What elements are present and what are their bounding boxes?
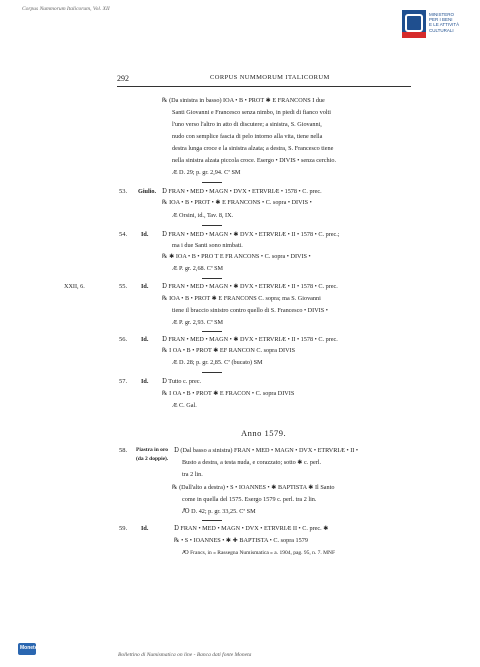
entry-line: Busto a destra, a testa nuda, e corazzato; sotto ✱ c. perl.: [182, 459, 322, 466]
entry-denom: Piastra in oro: [136, 447, 168, 453]
page-number: 292: [117, 74, 129, 83]
entry-line: Ɒ FRAN • MED • MAGN • ✱ DVX • ETRVRIÆ • II • 1578 • C. prec.: [162, 283, 338, 290]
entry-line: ℞ I OA • B • PROT ✱ E FRACON • C. sopra DIVIS: [162, 390, 295, 397]
year-heading: Anno 1579.: [241, 428, 287, 438]
entry-line: tra 2 lin.: [182, 471, 203, 478]
entry-line: ℞ ✱ IOA • B • PRO T E FR ANCONS • C. sopra • DIVIS •: [162, 253, 311, 260]
entry-denom: Id.: [141, 378, 149, 385]
entry-number: 53.: [119, 188, 128, 195]
entry-denom: Id.: [141, 336, 149, 343]
separator: [202, 331, 222, 332]
entry-line: ℞ • S • IOANNES • ✱ ✚ BAPTISTA • C. sopra 1579: [174, 537, 308, 544]
journal-header: Corpus Nummorum Italicorum, Vol. XII: [22, 6, 110, 12]
separator: [202, 520, 222, 521]
entry-line: destra lunga croce e la sinistra alzata; a destra, S. Francesco tiene: [172, 145, 334, 152]
entry-ref: Æ D. 28; p. gr. 2,85. Cª (bucato) SM: [172, 359, 263, 366]
entry-line: nudo con semplice fascia di pelo intorno alla vita, tiene nella: [172, 133, 323, 140]
entry-ref: Æ Orsini, id., Tav. 8, IX.: [172, 212, 234, 219]
entry-ref: Ꜵ D. 42; p. gr. 33,25. Cª SM: [182, 508, 256, 515]
separator: [202, 182, 222, 183]
separator: [202, 372, 222, 373]
entry-line: ℞ IOA • B • PROT ✱ E FRANCONS C. sopra; ma S. Giovanni: [162, 295, 321, 302]
entry-line: Ɒ (Dal basso a sinistra) FRAN • MED • MAGN • DVX • ETRVRIÆ • II •: [174, 447, 359, 454]
entry-line: ℞ I OA • B • PROT ✱ EF RANCON C. sopra DIVIS: [162, 347, 296, 354]
entry-line: l'uno verso l'altro in atto di discutere; a sinistra, S. Giovanni,: [172, 121, 322, 128]
entry-ref: Æ C. Gal.: [172, 402, 197, 409]
entry-ref: Æ P. gr. 2,68. Cª SM: [172, 265, 224, 272]
entry-line: ma i due Santi sono nimbati.: [172, 242, 243, 249]
entry-ref: Æ P. gr. 2,93. Cª SM: [172, 319, 224, 326]
entry-line: Ɒ FRAN • MED • MAGN • DVX • ETRVRIÆ • 1578 • C. prec.: [162, 188, 322, 195]
entry-line: tiene il braccio sinistro contro quello di S. Francesco • DIVIS •: [172, 307, 328, 314]
plate-ref: XXII, 6.: [64, 283, 85, 290]
running-title: CORPUS NUMMORUM ITALICORUM: [210, 74, 330, 81]
ministry-text: MINISTERO PER I BENI E LE ATTIVITÀ CULTURALI: [429, 12, 460, 33]
entry-denom: Id.: [141, 283, 149, 290]
entry-line: Ɒ FRAN • MED • MAGN • DVX • ETRVRIÆ II • C. prec. ✱: [174, 525, 329, 532]
ministry-logo: [402, 10, 426, 38]
entry-number: 55.: [119, 283, 128, 290]
entry-number: 54.: [119, 231, 128, 238]
monete-logo: Monete: [18, 643, 36, 655]
entry-line: Ɒ Tutto c. prec.: [162, 378, 202, 385]
entry-line: nella sinistra alzata piccola croce. Esergo • DIVIS • senza cerchio.: [172, 157, 336, 164]
header-rule: [117, 86, 411, 87]
separator: [202, 278, 222, 279]
entry-ref: Ꜵ Francs, in « Rassegna Numismatica » a. 1904, pag. 95, n. 7. MNF: [182, 550, 336, 556]
entry-denom: Id.: [141, 525, 149, 532]
entry-ref: Æ D. 29; p. gr. 2,94. Cª SM: [172, 169, 241, 176]
entry-denom: Giulio.: [138, 188, 157, 195]
entry-line: ℞ (Da sinistra in basso) IOA • B • PROT ✱ E FRANCONS I due: [162, 97, 325, 104]
entry-line: Ɒ FRAN • MED • MAGN • ✱ DVX • ETRVRIÆ • II • 1578 • C. prec.;: [162, 231, 340, 238]
entry-line: Ɒ FRAN • MED • MAGN • ✱ DVX • ETRVRIÆ • II • 1578 • C. prec.: [162, 336, 338, 343]
footer-text: Bollettino di Numismatica on line - Banca dati fonte Moneta: [118, 652, 252, 658]
entry-line: Santi Giovanni e Francesco senza nimbo, in piedi di fianco volti: [172, 109, 331, 116]
entry-line: ℞ IOA • B • PROT • ✱ E FRANCONS • C. sopra • DIVIS •: [162, 199, 312, 206]
entry-number: 57.: [119, 378, 128, 385]
entry-line: come in quella del 1575. Esergo 1579 c. perl. tra 2 lin.: [182, 496, 317, 503]
separator: [202, 225, 222, 226]
entry-number: 58.: [119, 447, 128, 454]
entry-denom: Id.: [141, 231, 149, 238]
entry-line: ℞ (Dall'alto a destra) • S • IOANNES • ✱ BAPTISTA ✱ Il Santo: [172, 484, 335, 491]
entry-denom-sub: (da 2 doppie).: [136, 456, 169, 462]
entry-number: 59.: [119, 525, 128, 532]
entry-number: 56.: [119, 336, 128, 343]
